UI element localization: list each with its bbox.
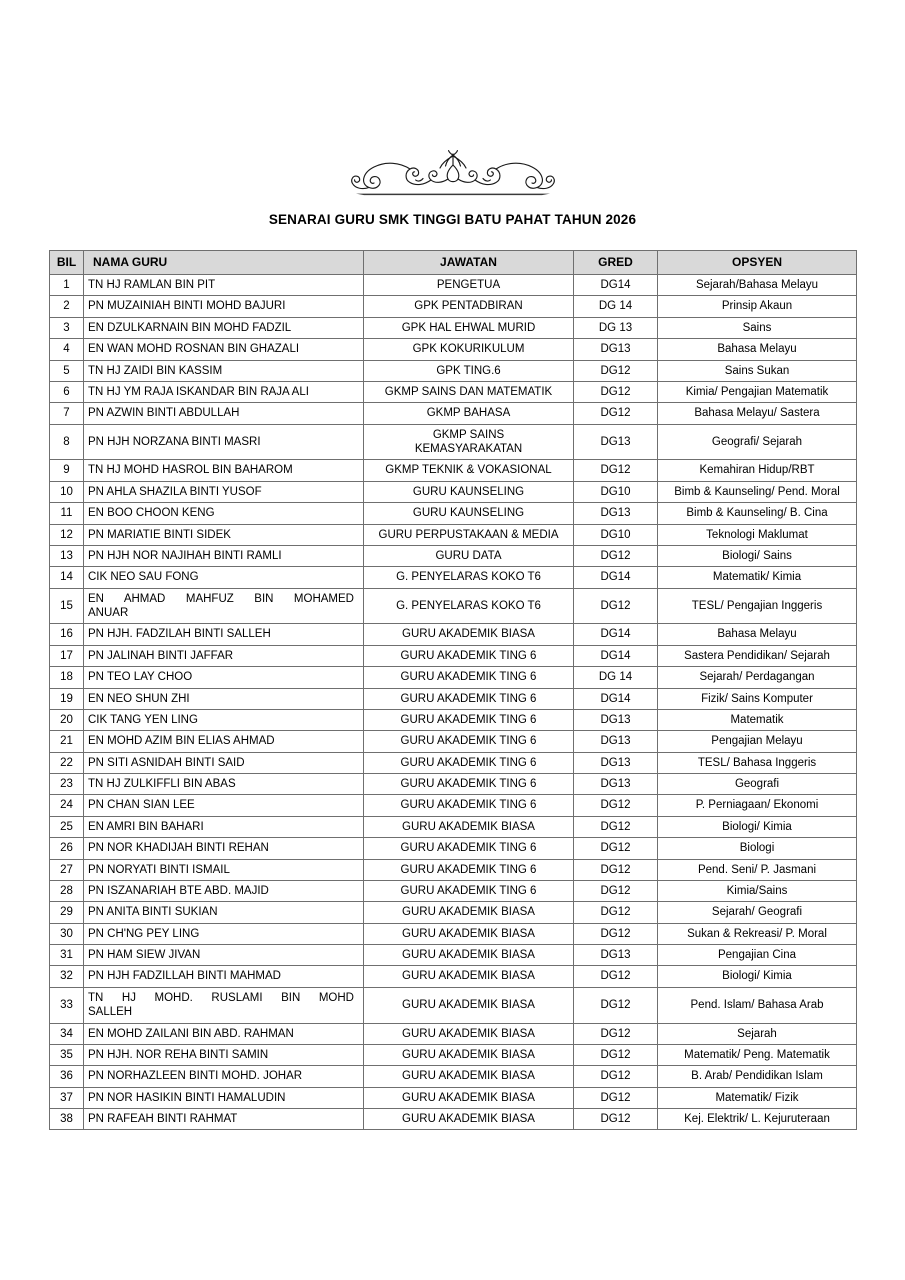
cell-jawatan: GPK PENTADBIRAN xyxy=(364,296,574,317)
cell-nama-guru: PN SITI ASNIDAH BINTI SAID xyxy=(84,752,364,773)
cell-bil: 24 xyxy=(50,795,84,816)
cell-opsyen: Bahasa Melayu xyxy=(658,624,857,645)
cell-nama-line: TN HJ MOHD. RUSLAMI BIN MOHD xyxy=(88,991,354,1004)
cell-bil: 36 xyxy=(50,1066,84,1087)
table-row xyxy=(50,880,857,901)
cell-opsyen: Sukan & Rekreasi/ P. Moral xyxy=(658,923,857,944)
cell-bil: 27 xyxy=(50,859,84,880)
cell-bil: 32 xyxy=(50,966,84,987)
cell-gred: DG12 xyxy=(574,966,658,987)
cell-bil: 31 xyxy=(50,945,84,966)
table-row xyxy=(50,360,857,381)
cell-gred: DG13 xyxy=(574,709,658,730)
cell-nama-guru: PN ISZANARIAH BTE ABD. MAJID xyxy=(84,880,364,901)
cell-gred: DG12 xyxy=(574,880,658,901)
cell-nama-guru: PN TEO LAY CHOO xyxy=(84,667,364,688)
table-row xyxy=(50,945,857,966)
cell-nama-guru: PN MARIATIE BINTI SIDEK xyxy=(84,524,364,545)
cell-nama-guru: PN NORYATI BINTI ISMAIL xyxy=(84,859,364,880)
table-row xyxy=(50,987,857,1023)
cell-opsyen: Kej. Elektrik/ L. Kejuruteraan xyxy=(658,1109,857,1130)
cell-bil: 37 xyxy=(50,1087,84,1108)
cell-opsyen: Sains Sukan xyxy=(658,360,857,381)
cell-jawatan: GURU AKADEMIK TING 6 xyxy=(364,838,574,859)
table-row xyxy=(50,503,857,524)
cell-nama-guru: EN AMRI BIN BAHARI xyxy=(84,816,364,837)
cell-bil: 2 xyxy=(50,296,84,317)
cell-jawatan xyxy=(364,424,574,460)
cell-opsyen: Biologi xyxy=(658,838,857,859)
cell-gred: DG13 xyxy=(574,424,658,460)
cell-gred: DG13 xyxy=(574,752,658,773)
cell-gred: DG12 xyxy=(574,902,658,923)
cell-gred: DG12 xyxy=(574,816,658,837)
cell-opsyen: Teknologi Maklumat xyxy=(658,524,857,545)
cell-nama-guru xyxy=(84,588,364,624)
cell-jawatan: GURU AKADEMIK BIASA xyxy=(364,1109,574,1130)
table-row xyxy=(50,567,857,588)
cell-opsyen: Pengajian Melayu xyxy=(658,731,857,752)
cell-nama-guru: CIK TANG YEN LING xyxy=(84,709,364,730)
cell-nama-guru: TN HJ MOHD HASROL BIN BAHAROM xyxy=(84,460,364,481)
cell-jawatan: GURU AKADEMIK BIASA xyxy=(364,1044,574,1065)
cell-bil: 30 xyxy=(50,923,84,944)
cell-gred: DG12 xyxy=(574,1109,658,1130)
cell-bil: 3 xyxy=(50,317,84,338)
cell-jawatan: GURU AKADEMIK TING 6 xyxy=(364,667,574,688)
cell-nama-guru: PN NOR KHADIJAH BINTI REHAN xyxy=(84,838,364,859)
cell-nama-guru: PN AZWIN BINTI ABDULLAH xyxy=(84,403,364,424)
cell-nama-guru: EN MOHD ZAILANI BIN ABD. RAHMAN xyxy=(84,1023,364,1044)
cell-jawatan: GKMP BAHASA xyxy=(364,403,574,424)
cell-bil: 17 xyxy=(50,645,84,666)
cell-opsyen: Kemahiran Hidup/RBT xyxy=(658,460,857,481)
cell-bil: 19 xyxy=(50,688,84,709)
cell-jawatan: GURU KAUNSELING xyxy=(364,481,574,502)
table-row xyxy=(50,709,857,730)
teacher-roster-table xyxy=(49,250,857,1130)
cell-gred: DG 13 xyxy=(574,317,658,338)
table-row xyxy=(50,460,857,481)
cell-gred: DG12 xyxy=(574,381,658,402)
cell-bil: 26 xyxy=(50,838,84,859)
cell-gred: DG12 xyxy=(574,987,658,1023)
cell-opsyen: Biologi/ Sains xyxy=(658,545,857,566)
cell-bil: 13 xyxy=(50,545,84,566)
cell-nama-guru: PN NOR HASIKIN BINTI HAMALUDIN xyxy=(84,1087,364,1108)
cell-gred: DG14 xyxy=(574,567,658,588)
cell-opsyen: TESL/ Pengajian Inggeris xyxy=(658,588,857,624)
table-row xyxy=(50,966,857,987)
cell-opsyen: B. Arab/ Pendidikan Islam xyxy=(658,1066,857,1087)
table-row xyxy=(50,902,857,923)
column-header-bil: BIL xyxy=(50,251,84,275)
table-row xyxy=(50,381,857,402)
cell-bil: 11 xyxy=(50,503,84,524)
cell-jawatan: GURU AKADEMIK BIASA xyxy=(364,624,574,645)
cell-nama-guru: PN CH'NG PEY LING xyxy=(84,923,364,944)
cell-jawatan: GURU AKADEMIK BIASA xyxy=(364,945,574,966)
cell-bil: 4 xyxy=(50,339,84,360)
cell-bil: 8 xyxy=(50,424,84,460)
cell-nama-guru: EN BOO CHOON KENG xyxy=(84,503,364,524)
cell-jawatan: GURU AKADEMIK TING 6 xyxy=(364,752,574,773)
cell-gred: DG12 xyxy=(574,460,658,481)
cell-jawatan: G. PENYELARAS KOKO T6 xyxy=(364,588,574,624)
cell-bil: 28 xyxy=(50,880,84,901)
cell-nama-guru: PN HAM SIEW JIVAN xyxy=(84,945,364,966)
cell-nama-guru: PN ANITA BINTI SUKIAN xyxy=(84,902,364,923)
cell-gred: DG12 xyxy=(574,1066,658,1087)
cell-bil: 18 xyxy=(50,667,84,688)
table-row xyxy=(50,403,857,424)
table-row xyxy=(50,731,857,752)
column-header-jawatan: JAWATAN xyxy=(364,251,574,275)
cell-jawatan: GURU AKADEMIK TING 6 xyxy=(364,731,574,752)
cell-bil: 6 xyxy=(50,381,84,402)
table-row xyxy=(50,275,857,296)
table-row xyxy=(50,317,857,338)
cell-jawatan: GURU AKADEMIK TING 6 xyxy=(364,688,574,709)
table-row xyxy=(50,774,857,795)
cell-jawatan: GURU AKADEMIK BIASA xyxy=(364,816,574,837)
teacher-roster-table-wrap xyxy=(49,250,856,1130)
cell-nama-guru: PN JALINAH BINTI JAFFAR xyxy=(84,645,364,666)
cell-jawatan: GURU AKADEMIK BIASA xyxy=(364,902,574,923)
cell-gred: DG14 xyxy=(574,624,658,645)
cell-jawatan: GURU AKADEMIK BIASA xyxy=(364,1066,574,1087)
cell-opsyen: Biologi/ Kimia xyxy=(658,966,857,987)
cell-bil: 25 xyxy=(50,816,84,837)
cell-bil: 29 xyxy=(50,902,84,923)
cell-gred: DG13 xyxy=(574,503,658,524)
cell-jawatan: GURU AKADEMIK TING 6 xyxy=(364,795,574,816)
cell-nama-guru: CIK NEO SAU FONG xyxy=(84,567,364,588)
cell-nama-line: EN AHMAD MAHFUZ BIN MOHAMED xyxy=(88,592,354,605)
flourish-icon xyxy=(328,148,578,198)
table-row xyxy=(50,545,857,566)
table-row xyxy=(50,923,857,944)
cell-opsyen: Pengajian Cina xyxy=(658,945,857,966)
cell-jawatan: GURU AKADEMIK BIASA xyxy=(364,966,574,987)
cell-opsyen: Prinsip Akaun xyxy=(658,296,857,317)
table-row xyxy=(50,1087,857,1108)
cell-opsyen: Geografi xyxy=(658,774,857,795)
column-header-nama-guru: NAMA GURU xyxy=(84,251,364,275)
cell-opsyen: Geografi/ Sejarah xyxy=(658,424,857,460)
cell-opsyen: Matematik/ Fizik xyxy=(658,1087,857,1108)
cell-jawatan: GKMP SAINS DAN MATEMATIK xyxy=(364,381,574,402)
cell-gred: DG13 xyxy=(574,945,658,966)
cell-gred: DG12 xyxy=(574,838,658,859)
cell-nama-guru: PN HJH. NOR REHA BINTI SAMIN xyxy=(84,1044,364,1065)
cell-gred: DG14 xyxy=(574,645,658,666)
table-row xyxy=(50,816,857,837)
cell-bil: 38 xyxy=(50,1109,84,1130)
cell-bil: 23 xyxy=(50,774,84,795)
cell-bil: 20 xyxy=(50,709,84,730)
cell-jawatan: GURU AKADEMIK TING 6 xyxy=(364,774,574,795)
cell-gred: DG 14 xyxy=(574,667,658,688)
cell-nama-guru: TN HJ RAMLAN BIN PIT xyxy=(84,275,364,296)
cell-nama-guru: PN HJH. FADZILAH BINTI SALLEH xyxy=(84,624,364,645)
cell-opsyen: Kimia/ Pengajian Matematik xyxy=(658,381,857,402)
cell-gred: DG12 xyxy=(574,1087,658,1108)
cell-nama-guru: PN MUZAINIAH BINTI MOHD BAJURI xyxy=(84,296,364,317)
cell-gred: DG12 xyxy=(574,360,658,381)
cell-jawatan: GPK TING.6 xyxy=(364,360,574,381)
cell-jawatan: GURU AKADEMIK TING 6 xyxy=(364,645,574,666)
cell-gred: DG12 xyxy=(574,588,658,624)
cell-gred: DG14 xyxy=(574,275,658,296)
table-row xyxy=(50,1109,857,1130)
table-row xyxy=(50,481,857,502)
cell-bil: 9 xyxy=(50,460,84,481)
cell-bil: 7 xyxy=(50,403,84,424)
table-row xyxy=(50,838,857,859)
cell-jawatan: G. PENYELARAS KOKO T6 xyxy=(364,567,574,588)
table-row xyxy=(50,588,857,624)
cell-bil: 33 xyxy=(50,987,84,1023)
cell-jawatan: GURU AKADEMIK BIASA xyxy=(364,923,574,944)
cell-opsyen: Pend. Seni/ P. Jasmani xyxy=(658,859,857,880)
table-row xyxy=(50,339,857,360)
cell-opsyen: Bahasa Melayu/ Sastera xyxy=(658,403,857,424)
table-header-row xyxy=(50,251,857,275)
cell-gred: DG12 xyxy=(574,859,658,880)
table-row xyxy=(50,795,857,816)
page-title: SENARAI GURU SMK TINGGI BATU PAHAT TAHUN 2026 xyxy=(268,212,637,227)
cell-nama-guru: TN HJ ZULKIFFLI BIN ABAS xyxy=(84,774,364,795)
cell-jawatan: GURU AKADEMIK BIASA xyxy=(364,1087,574,1108)
table-row xyxy=(50,859,857,880)
cell-jawatan: GURU AKADEMIK BIASA xyxy=(364,987,574,1023)
ornament-divider xyxy=(0,148,905,198)
cell-opsyen: Kimia/Sains xyxy=(658,880,857,901)
cell-jawatan-line: GKMP SAINS xyxy=(432,428,505,441)
table-row xyxy=(50,752,857,773)
cell-gred: DG 14 xyxy=(574,296,658,317)
cell-gred: DG13 xyxy=(574,774,658,795)
table-row xyxy=(50,1066,857,1087)
column-header-opsyen: OPSYEN xyxy=(658,251,857,275)
cell-bil: 34 xyxy=(50,1023,84,1044)
table-body xyxy=(50,275,857,1130)
cell-bil: 10 xyxy=(50,481,84,502)
column-header-gred: GRED xyxy=(574,251,658,275)
cell-opsyen: TESL/ Bahasa Inggeris xyxy=(658,752,857,773)
cell-nama-guru: PN AHLA SHAZILA BINTI YUSOF xyxy=(84,481,364,502)
cell-jawatan: GURU DATA xyxy=(364,545,574,566)
cell-nama-guru: PN HJH NORZANA BINTI MASRI xyxy=(84,424,364,460)
cell-nama-guru: PN HJH FADZILLAH BINTI MAHMAD xyxy=(84,966,364,987)
cell-jawatan: GURU AKADEMIK TING 6 xyxy=(364,709,574,730)
cell-jawatan: GKMP TEKNIK & VOKASIONAL xyxy=(364,460,574,481)
cell-jawatan: GURU AKADEMIK TING 6 xyxy=(364,880,574,901)
table-header xyxy=(50,251,857,275)
cell-opsyen: Sejarah/ Perdagangan xyxy=(658,667,857,688)
cell-bil: 35 xyxy=(50,1044,84,1065)
cell-opsyen: Bimb & Kaunseling/ Pend. Moral xyxy=(658,481,857,502)
cell-nama-guru: TN HJ YM RAJA ISKANDAR BIN RAJA ALI xyxy=(84,381,364,402)
cell-gred: DG12 xyxy=(574,923,658,944)
cell-jawatan: GPK KOKURIKULUM xyxy=(364,339,574,360)
cell-gred: DG10 xyxy=(574,524,658,545)
table-row xyxy=(50,296,857,317)
table-row xyxy=(50,524,857,545)
table-row xyxy=(50,624,857,645)
cell-gred: DG12 xyxy=(574,795,658,816)
cell-opsyen: Sejarah xyxy=(658,1023,857,1044)
cell-gred: DG13 xyxy=(574,339,658,360)
cell-bil: 1 xyxy=(50,275,84,296)
rule-shape xyxy=(356,194,550,196)
table-row xyxy=(50,645,857,666)
cell-nama-guru xyxy=(84,987,364,1023)
cell-nama-guru: TN HJ ZAIDI BIN KASSIM xyxy=(84,360,364,381)
table-row xyxy=(50,424,857,460)
cell-jawatan: GURU AKADEMIK BIASA xyxy=(364,1023,574,1044)
cell-jawatan: PENGETUA xyxy=(364,275,574,296)
table-row xyxy=(50,1044,857,1065)
table-row xyxy=(50,1023,857,1044)
cell-bil: 16 xyxy=(50,624,84,645)
cell-bil: 12 xyxy=(50,524,84,545)
cell-nama-line: ANUAR xyxy=(88,607,129,619)
cell-gred: DG12 xyxy=(574,403,658,424)
cell-gred: DG12 xyxy=(574,1044,658,1065)
cell-opsyen: Sastera Pendidikan/ Sejarah xyxy=(658,645,857,666)
cell-gred: DG13 xyxy=(574,731,658,752)
cell-nama-guru: PN NORHAZLEEN BINTI MOHD. JOHAR xyxy=(84,1066,364,1087)
cell-opsyen: Matematik/ Kimia xyxy=(658,567,857,588)
cell-nama-guru: EN DZULKARNAIN BIN MOHD FADZIL xyxy=(84,317,364,338)
cell-nama-guru: EN MOHD AZIM BIN ELIAS AHMAD xyxy=(84,731,364,752)
cell-nama-line: SALLEH xyxy=(88,1006,133,1019)
cell-jawatan: GURU PERPUSTAKAAN & MEDIA xyxy=(364,524,574,545)
cell-jawatan-line: KEMASYARAKATAN xyxy=(414,443,523,455)
cell-bil: 14 xyxy=(50,567,84,588)
cell-gred: DG12 xyxy=(574,545,658,566)
cell-nama-guru: EN NEO SHUN ZHI xyxy=(84,688,364,709)
cell-nama-guru: PN RAFEAH BINTI RAHMAT xyxy=(84,1109,364,1130)
cell-opsyen: Sains xyxy=(658,317,857,338)
cell-opsyen: Bahasa Melayu xyxy=(658,339,857,360)
cell-opsyen: Matematik/ Peng. Matematik xyxy=(658,1044,857,1065)
cell-nama-guru: PN HJH NOR NAJIHAH BINTI RAMLI xyxy=(84,545,364,566)
cell-jawatan: GURU AKADEMIK TING 6 xyxy=(364,859,574,880)
cell-opsyen: Pend. Islam/ Bahasa Arab xyxy=(658,987,857,1023)
cell-opsyen: Sejarah/Bahasa Melayu xyxy=(658,275,857,296)
cell-jawatan: GURU KAUNSELING xyxy=(364,503,574,524)
cell-opsyen: Matematik xyxy=(658,709,857,730)
table-row xyxy=(50,667,857,688)
cell-opsyen: P. Perniagaan/ Ekonomi xyxy=(658,795,857,816)
cell-bil: 5 xyxy=(50,360,84,381)
cell-nama-guru: EN WAN MOHD ROSNAN BIN GHAZALI xyxy=(84,339,364,360)
cell-bil: 22 xyxy=(50,752,84,773)
cell-opsyen: Fizik/ Sains Komputer xyxy=(658,688,857,709)
cell-nama-guru: PN CHAN SIAN LEE xyxy=(84,795,364,816)
cell-jawatan: GPK HAL EHWAL MURID xyxy=(364,317,574,338)
cell-bil: 21 xyxy=(50,731,84,752)
cell-gred: DG14 xyxy=(574,688,658,709)
cell-opsyen: Bimb & Kaunseling/ B. Cina xyxy=(658,503,857,524)
cell-bil: 15 xyxy=(50,588,84,624)
cell-opsyen: Biologi/ Kimia xyxy=(658,816,857,837)
cell-opsyen: Sejarah/ Geografi xyxy=(658,902,857,923)
table-row xyxy=(50,688,857,709)
cell-gred: DG12 xyxy=(574,1023,658,1044)
cell-gred: DG10 xyxy=(574,481,658,502)
